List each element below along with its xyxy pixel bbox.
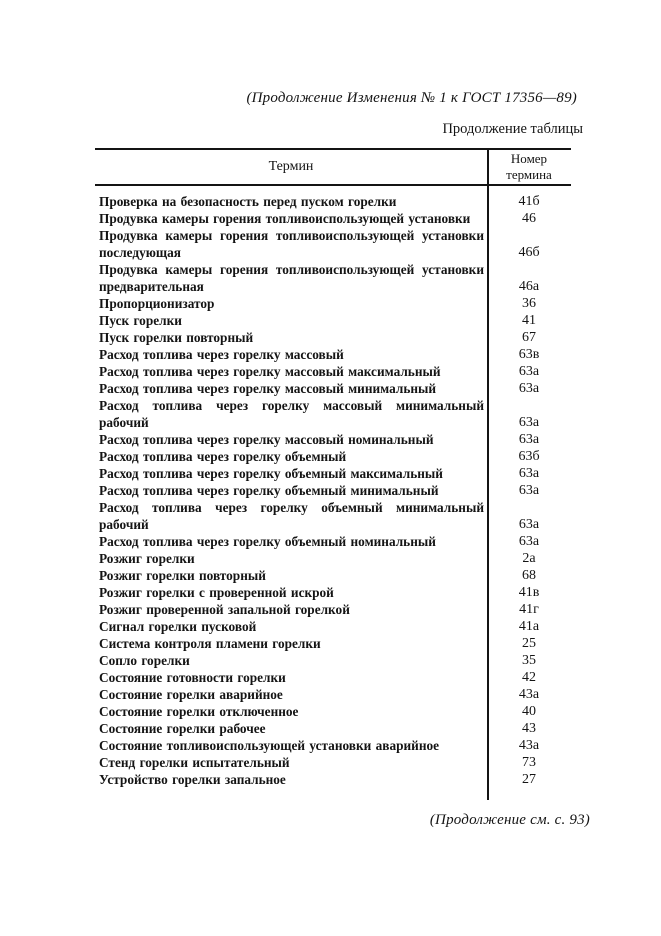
term-cell: Сигнал горелки пусковой (99, 619, 257, 634)
term-number-cell: 41 (522, 313, 536, 328)
term-number-cell: 27 (522, 772, 536, 787)
term-number-cell: 67 (522, 330, 536, 345)
table-row (95, 397, 571, 431)
term-cell: Состояние готовности горелки (99, 670, 286, 685)
term-cell: Пуск горелки (99, 313, 182, 328)
table-row (95, 652, 571, 669)
column-divider-line (487, 148, 489, 800)
term-number-cell: 63а (518, 466, 540, 481)
table-row (95, 771, 571, 788)
term-cell: Состояние горелки отключенное (99, 704, 299, 719)
term-number-cell: 63в (518, 347, 540, 362)
term-number-cell: 63а (518, 415, 540, 430)
table-row (95, 584, 571, 601)
table-row (95, 227, 571, 261)
table-row (95, 754, 571, 771)
term-number-cell: 2а (522, 551, 536, 566)
term-cell: Проверка на безопасность перед пуском горелки (99, 194, 397, 209)
term-number-cell: 41а (518, 619, 540, 634)
column-header-term-number: Номер термина (506, 151, 552, 182)
table-row (95, 380, 571, 397)
term-number-cell: 41б (518, 194, 540, 209)
table-header-row (95, 148, 571, 186)
term-cell: Состояние горелки рабочее (99, 721, 266, 736)
term-number-cell: 63а (518, 364, 540, 379)
column-header-term: Термин (268, 159, 314, 174)
table-row (95, 499, 571, 533)
table-row (95, 295, 571, 312)
term-number-cell: 63а (518, 517, 540, 532)
table-row (95, 431, 571, 448)
term-cell: Стенд горелки испытательный (99, 755, 290, 770)
term-cell: Расход топлива через горелку объемный минимальный (99, 483, 439, 498)
term-number-cell: 46б (518, 245, 540, 260)
term-number-cell: 63а (518, 534, 540, 549)
footer-continuation-note: (Продолжение см. с. 93) (429, 812, 590, 828)
term-cell: Расход топлива через горелку массовый номинальный (99, 432, 434, 447)
continuation-header-note: (Продолжение Изменения № 1 к ГОСТ 17356—89) (246, 90, 577, 106)
table-row (95, 737, 571, 754)
term-cell: Состояние горелки аварийное (99, 687, 283, 702)
table-row (95, 261, 571, 295)
term-cell: Пропорционизатор (99, 296, 215, 311)
term-number-cell: 41в (518, 585, 540, 600)
term-cell: Розжиг горелки с проверенной искрой (99, 585, 334, 600)
term-number-cell: 73 (522, 755, 536, 770)
term-number-cell: 43а (518, 687, 540, 702)
term-number-cell: 63б (518, 449, 540, 464)
term-number-cell: 35 (522, 653, 536, 668)
term-cell: Сопло горелки (99, 653, 190, 668)
term-number-cell: 42 (522, 670, 536, 685)
term-cell: Расход топлива через горелку объемный номинальный (99, 534, 436, 549)
term-cell: Устройство горелки запальное (99, 772, 286, 787)
table-caption: Продолжение таблицы (442, 121, 583, 137)
term-number-cell: 63а (518, 432, 540, 447)
table-row (95, 567, 571, 584)
term-cell: Расход топлива через горелку массовый минимальный (99, 381, 437, 396)
table-row (95, 703, 571, 720)
term-cell: Состояние топливоиспользующей установки аварийное (99, 738, 440, 753)
table-row (95, 686, 571, 703)
term-cell: Продувка камеры горения топливоиспользующей установки (99, 211, 471, 226)
term-number-cell: 40 (522, 704, 536, 719)
table-row (95, 193, 571, 210)
term-cell: Продувка камеры горения топливоиспользующей установки предварительная (99, 262, 484, 294)
term-cell: Расход топлива через горелку объемный (99, 449, 347, 464)
term-number-cell: 43а (518, 738, 540, 753)
table-row (95, 210, 571, 227)
term-number-cell: 41г (519, 602, 539, 617)
term-number-cell: 46 (522, 211, 536, 226)
table-row (95, 601, 571, 618)
term-number-cell: 43 (522, 721, 536, 736)
table-row (95, 533, 571, 550)
term-number-cell: 63а (518, 483, 540, 498)
table-row (95, 635, 571, 652)
table-row (95, 312, 571, 329)
terms-table (95, 148, 571, 788)
term-cell: Расход топлива через горелку объемный минимальный рабочий (99, 500, 484, 532)
table-row (95, 448, 571, 465)
table-row (95, 482, 571, 499)
term-cell: Расход топлива через горелку объемный максимальный (99, 466, 443, 481)
table-body (95, 186, 571, 788)
table-row (95, 618, 571, 635)
term-cell: Розжиг горелки повторный (99, 568, 266, 583)
term-number-cell: 36 (522, 296, 536, 311)
table-row (95, 465, 571, 482)
term-cell: Продувка камеры горения топливоиспользующей установки последующая (99, 228, 484, 260)
table-row (95, 550, 571, 567)
term-cell: Розжиг проверенной запальной горелкой (99, 602, 350, 617)
term-cell: Расход топлива через горелку массовый максимальный (99, 364, 441, 379)
term-cell: Розжиг горелки (99, 551, 195, 566)
term-cell: Расход топлива через горелку массовый минимальный рабочий (99, 398, 484, 430)
table-row (95, 720, 571, 737)
term-number-cell: 46а (518, 279, 540, 294)
table-row (95, 363, 571, 380)
term-number-cell: 68 (522, 568, 536, 583)
term-cell: Расход топлива через горелку массовый (99, 347, 344, 362)
table-row (95, 669, 571, 686)
term-number-cell: 25 (522, 636, 536, 651)
term-cell: Пуск горелки повторный (99, 330, 254, 345)
table-row (95, 329, 571, 346)
term-cell: Система контроля пламени горелки (99, 636, 321, 651)
table-row (95, 346, 571, 363)
term-number-cell: 63а (518, 381, 540, 396)
